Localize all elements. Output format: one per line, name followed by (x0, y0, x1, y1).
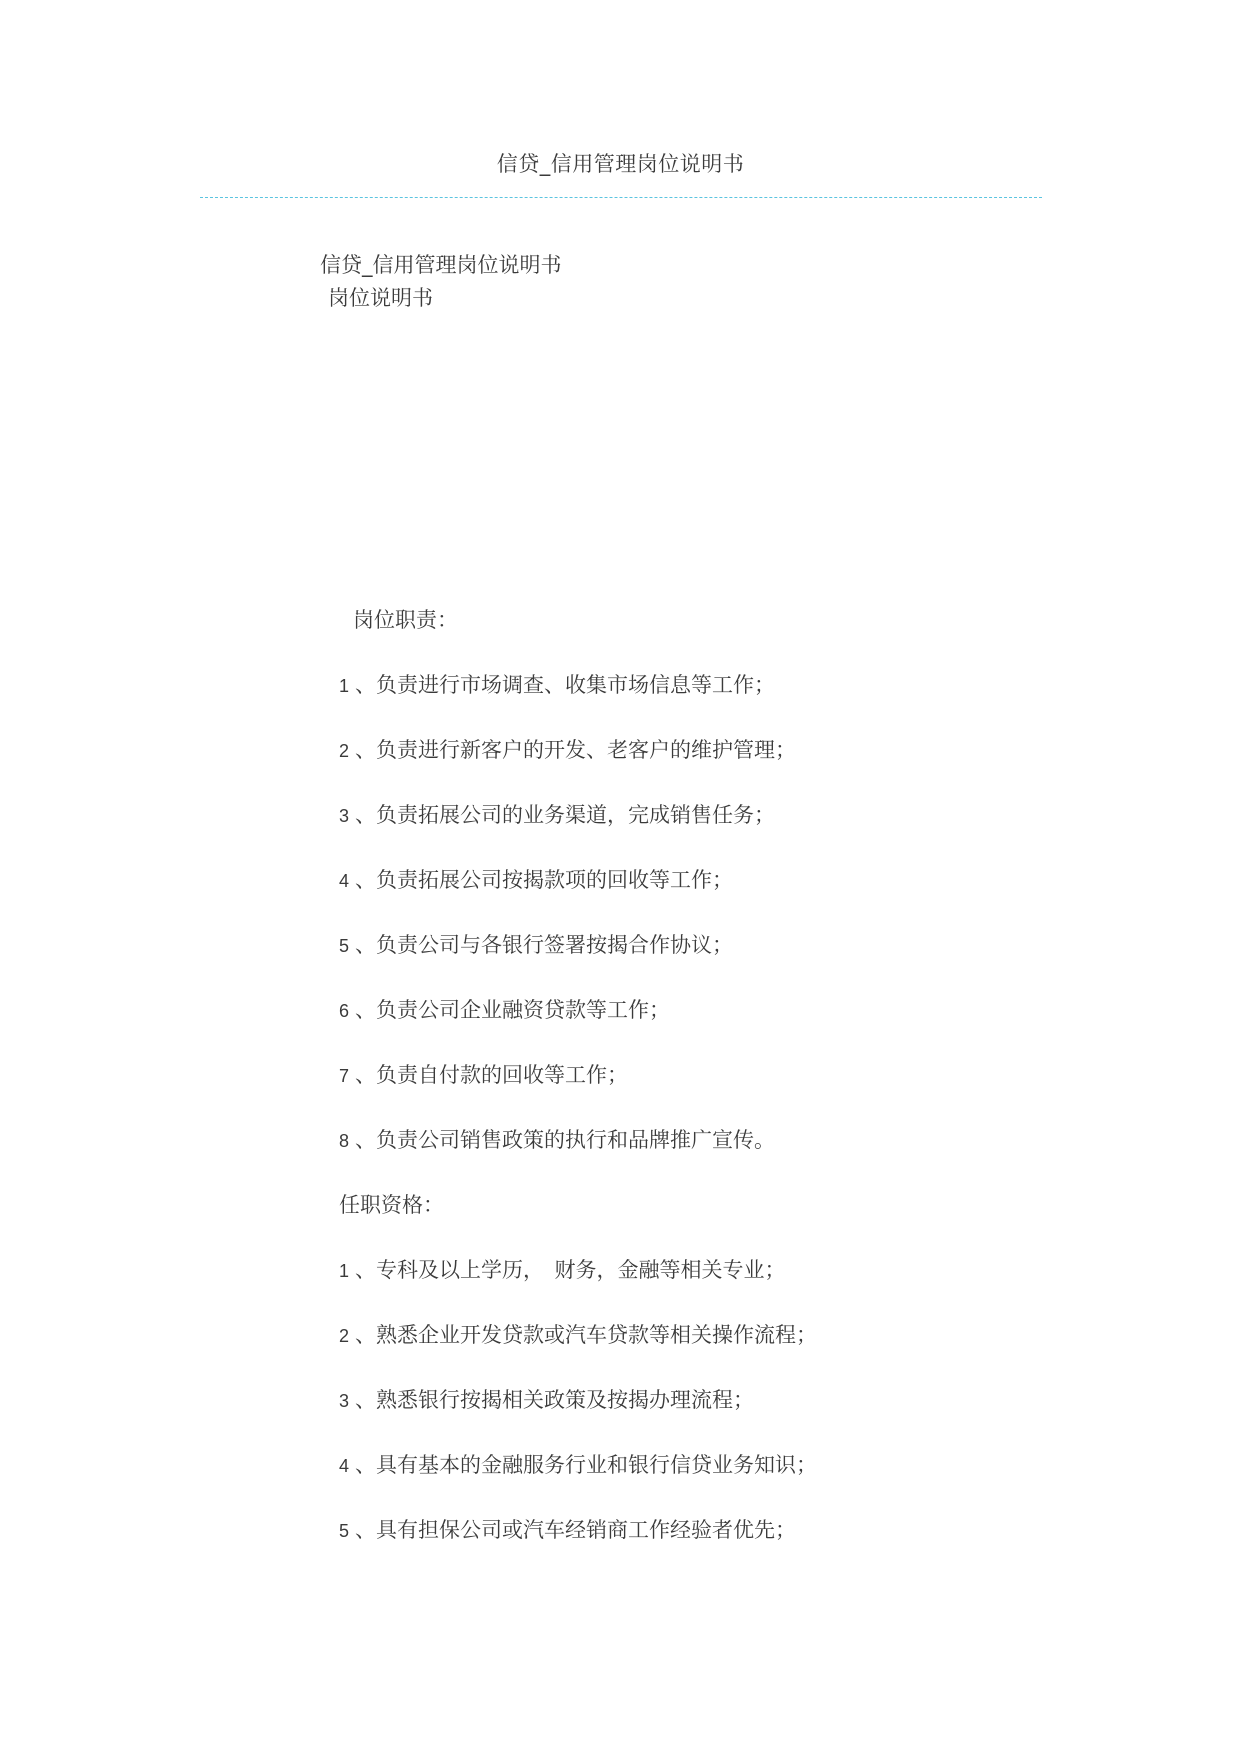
qualification-number: 3 (339, 1391, 350, 1411)
qualification-number: 5 (339, 1521, 350, 1541)
qualification-number: 1 (339, 1261, 350, 1281)
duty-item (339, 1126, 775, 1155)
qualification-item (339, 1321, 817, 1350)
duty-number: 7 (339, 1066, 350, 1086)
duty-number: 3 (339, 806, 350, 826)
document-title: 信贷_信用管理岗位说明书 (320, 253, 562, 277)
duty-text: 、负责进行市场调查、收集市场信息等工作； (355, 673, 775, 697)
duty-item (339, 996, 670, 1025)
document-subtitle: 岗位说明书 (328, 286, 433, 310)
qualification-text: 、具有担保公司或汽车经销商工作经验者优先； (355, 1518, 796, 1542)
duty-text: 、负责公司销售政策的执行和品牌推广宣传。 (355, 1128, 775, 1152)
duty-item (339, 1061, 628, 1090)
duty-number: 6 (339, 1001, 350, 1021)
duties-heading: 岗位职责： (353, 608, 458, 632)
duty-text: 、负责拓展公司按揭款项的回收等工作； (355, 868, 733, 892)
duty-number: 5 (339, 936, 350, 956)
duty-item (339, 801, 775, 830)
duty-number: 2 (339, 741, 350, 761)
duty-number: 4 (339, 871, 350, 891)
qualification-item (339, 1516, 796, 1545)
duty-text: 、负责自付款的回收等工作； (355, 1063, 628, 1087)
qualification-text: 、专科及以上学历， 财务，金融等相关专业； (355, 1258, 786, 1282)
duty-item (339, 866, 733, 895)
page-header-title: 信贷_信用管理岗位说明书 (496, 152, 745, 176)
duty-text: 、负责公司与各银行签署按揭合作协议； (355, 933, 733, 957)
duty-number: 8 (339, 1131, 350, 1151)
qualification-number: 2 (339, 1326, 350, 1346)
qualification-item (339, 1386, 754, 1415)
duty-item (339, 736, 796, 765)
qualification-item (339, 1451, 817, 1480)
qualification-item (339, 1256, 786, 1285)
duty-text: 、负责公司企业融资贷款等工作； (355, 998, 670, 1022)
qualification-text: 、熟悉企业开发贷款或汽车贷款等相关操作流程； (355, 1323, 817, 1347)
duty-text: 、负责拓展公司的业务渠道，完成销售任务； (355, 803, 775, 827)
qualifications-heading: 任职资格： (339, 1193, 444, 1217)
duty-text: 、负责进行新客户的开发、老客户的维护管理； (355, 738, 796, 762)
duty-item (339, 671, 775, 700)
qualification-text: 、具有基本的金融服务行业和银行信贷业务知识； (355, 1453, 817, 1477)
duty-number: 1 (339, 676, 350, 696)
qualification-number: 4 (339, 1456, 350, 1476)
qualification-text: 、熟悉银行按揭相关政策及按揭办理流程； (355, 1388, 754, 1412)
duty-item (339, 931, 733, 960)
